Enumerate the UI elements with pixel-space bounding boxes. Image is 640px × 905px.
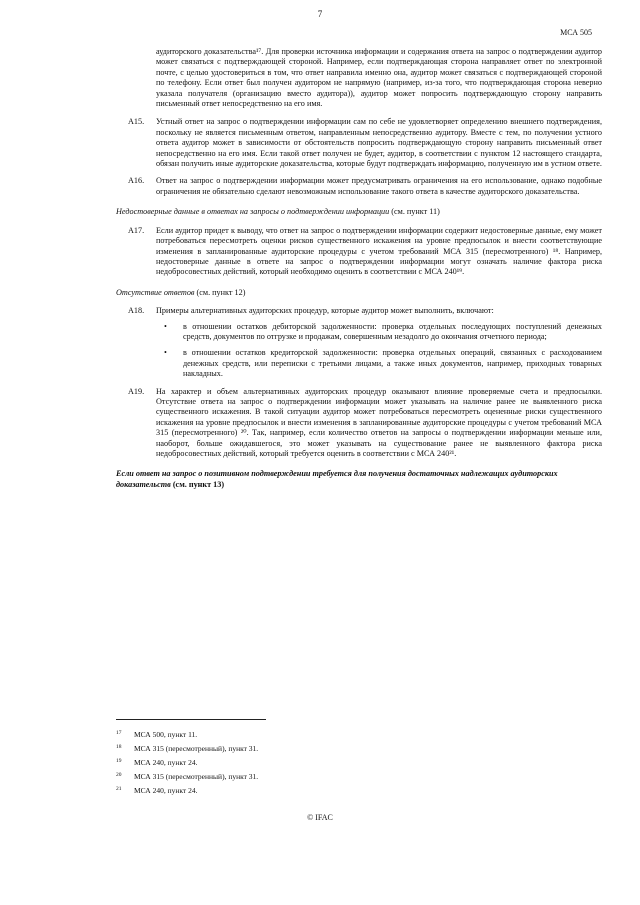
footnote-number: 18 (116, 744, 122, 750)
footnote (116, 728, 258, 742)
footnote-text: МСА 315 (пересмотренный), пункт 31. (134, 772, 259, 781)
paragraph-label: A17. (128, 225, 145, 235)
paragraph-a19 (116, 387, 602, 460)
section-heading-unreliable (116, 207, 602, 217)
bullet-list (156, 322, 602, 380)
footnote-text: МСА 240, пункт 24. (134, 786, 198, 795)
footnote-text: МСА 240, пункт 24. (134, 758, 198, 767)
footnote-text: МСА 500, пункт 11. (134, 730, 198, 739)
paragraph-label: A16. (128, 176, 145, 186)
paragraph-label: A15. (128, 117, 145, 127)
paragraph-a15 (116, 117, 602, 169)
paragraph-a16 (116, 176, 602, 197)
bullet-icon: • (164, 348, 167, 358)
footnote-number: 21 (116, 786, 122, 792)
heading-reference: (см. пункт 12) (196, 287, 246, 297)
footnote-number: 19 (116, 758, 122, 764)
heading-reference: (см. пункт 11) (391, 207, 440, 217)
footnotes (116, 728, 258, 798)
list-item-text: в отношении остатков кредиторской задолженности: проверка отдельных операций, связанных с расходованием денежных средств, или переписки с третьими лицами, а также иных документов, например, приходных товарных накладных. (183, 348, 602, 379)
document-body (116, 47, 602, 498)
paragraph-label: A19. (128, 386, 145, 396)
paragraph-text: Ответ на запрос о подтверждении информации может предусматривать ограничения на его использование, однако подобные ограничения не обязательно сделают невозможным использование такого ответа в качестве аудиторского доказательства. (156, 176, 602, 196)
footnote-text: МСА 315 (пересмотренный), пункт 31. (134, 744, 259, 753)
list-item-text: в отношении остатков дебиторской задолженности: проверка отдельных последующих поступлений денежных средств, документов по отгрузке и продажам, совершенным незадолго до окончания отчетного периода; (183, 321, 602, 341)
paragraph-text: На характер и объем альтернативных аудиторских процедур оказывают влияние проверяемые счета и предпосылки. Отсутствие ответа на запрос о подтверждении информации может указывать на наличие ранее не выявленного риска существенного искажения. В такой ситуации аудитор может потребоваться пересмотреть оцененные риски существенного искажения на уровне предпосылок и внести изменения в запланированные аудиторские процедуры с учетом требований МСА 315 (пересмотренного) ²⁰. Так, например, если количество ответов на запросы о подтверждении информации меньше или, наоборот, больше ожидавшегося, это может указывать на существование ранее не выявленного фактора риска недобросовестных действий, который требуется оценить в соответствии с МСА 240²¹. (156, 386, 602, 458)
copyright-footer: © IFAC (307, 813, 333, 822)
footnote (116, 770, 258, 784)
intro-paragraph: аудиторского доказательства¹⁷. Для проверки источника информации и содержания ответа на запрос о подтверждении аудитор может связаться с подтверждающей стороной. Например, если подтверждающая сторона направляет ответ по электронной почте, с целью удостовериться в том, что ответ направила именно она, аудитор может связаться с подтверждающей стороной по телефону. Если ответ был получен аудитором не напрямую (например, из-за того, что подтверждающая сторона неверно указала получателя (организацию вместо аудитора)), аудитор может попросить подтверждающую сторону направить письменный ответ непосредственно на его имя. (156, 47, 602, 109)
footnote-divider (116, 719, 266, 720)
paragraph-label: A18. (128, 306, 145, 316)
section-heading-no-response (116, 288, 602, 298)
footnote (116, 742, 258, 756)
page-number: 7 (317, 9, 323, 19)
paragraph-a17 (116, 226, 602, 278)
heading-title: Если ответ на запрос о позитивном подтверждении требуется для получения достаточных надлежащих аудиторских доказательств (116, 469, 558, 489)
heading-title: Недостоверные данные в ответах на запросы о подтверждении информации (116, 207, 390, 217)
standard-code: МСА 505 (560, 28, 592, 37)
paragraph-a18 (116, 306, 602, 379)
section-heading-positive (116, 469, 602, 490)
footnote (116, 784, 258, 798)
paragraph-text: Примеры альтернативных аудиторских процедур, которые аудитор может выполнить, включают: (156, 306, 494, 316)
heading-title: Отсутствие ответов (116, 287, 195, 297)
list-item (156, 322, 602, 343)
paragraph-text: Устный ответ на запрос о подтверждении информации сам по себе не удовлетворяет определению внешнего подтверждения, поскольку не является письменным ответом, направленным непосредственно аудитору. Вместе с тем, по получении устного ответа аудитор может в зависимости от обстоятельств попросить подтверждающую сторону направить письменный ответ непосредственно на его имя. Если такой ответ получен не будет, аудитор, в соответствии с пунктом 12 настоящего стандарта, обязан получить иные аудиторские доказательства, которые будут подтверждать информацию, полученную им в устном ответе. (156, 117, 602, 169)
footnote-number: 20 (116, 772, 122, 778)
footnote-number: 17 (116, 730, 122, 736)
bullet-icon: • (164, 321, 167, 331)
paragraph-text: Если аудитор придет к выводу, что ответ на запрос о подтверждении информации содержит недостоверные данные, ему может потребоваться пересмотреть оценки рисков существенного искажения на уровне предпосылок и внести соответствующие изменения в запланированные аудиторские процедуры с учетом требований МСА 315 (пересмотренного) ¹⁸. Например, недостоверные данные в ответе на запрос о подтверждении информации могут означать наличие фактора риска недобросовестных действий, который необходимо оценить в соответствии с МСА 240¹⁹. (156, 225, 602, 277)
heading-reference: (см. пункт 13) (172, 479, 225, 489)
list-item (156, 348, 602, 379)
footnote (116, 756, 258, 770)
